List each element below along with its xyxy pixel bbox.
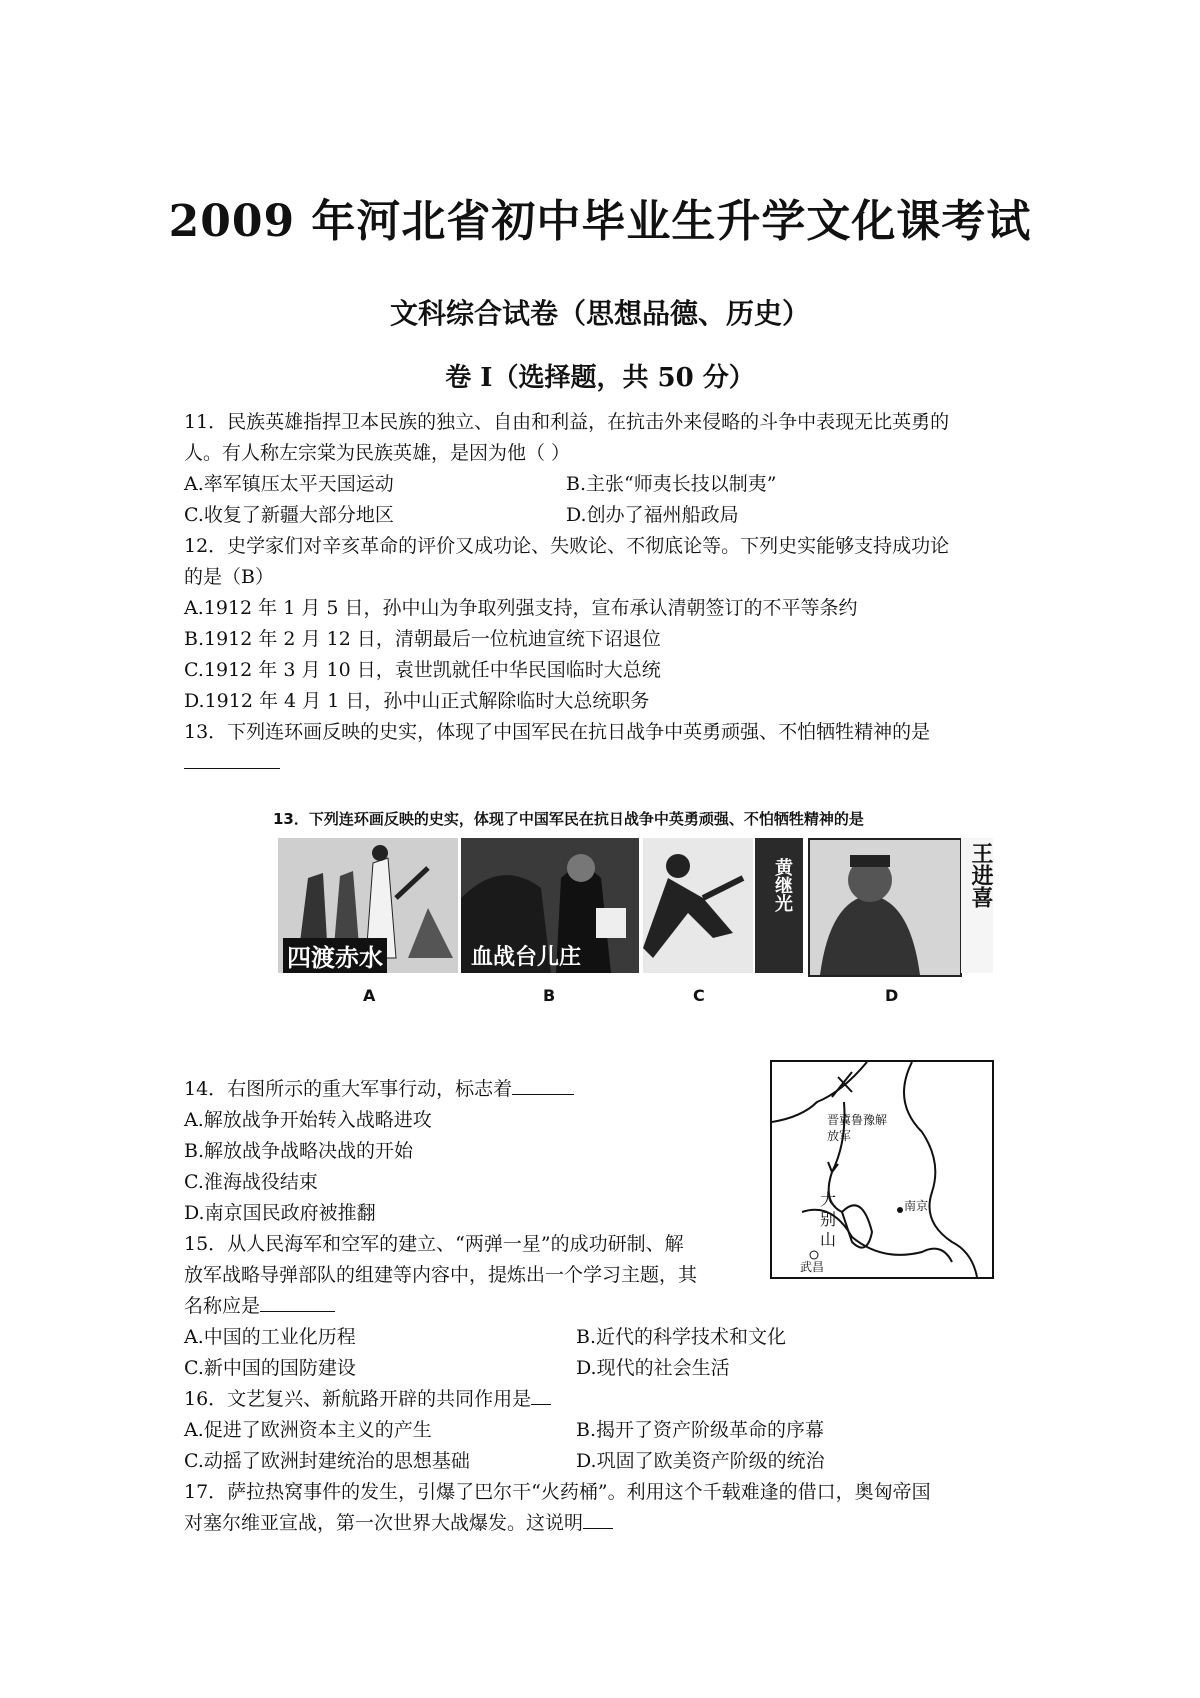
q15-stem-line-2: 放军战略导弹部队的组建等内容中，提炼出一个学习主题，其 [184,1264,698,1286]
comic-label-b: B [543,986,556,1005]
comic-label-d: D [885,986,899,1005]
exam-title: 2009 年河北省初中毕业生升学文化课考试 [168,196,1032,247]
q14-option-d: D.南京国民政府被推翻 [184,1202,376,1224]
comic-label-c: C [693,986,705,1005]
q12-option-c: C.1912 年 3 月 10 日，袁世凯就任中华民国临时大总统 [184,659,661,681]
comic-panel-a-caption: 四渡赤水 [283,938,387,973]
section-heading: 卷 I（选择题，共 50 分） [445,363,755,393]
q16-stem-text: 16．文艺复兴、新航路开辟的共同作用是 [184,1388,532,1410]
comic-panel-b-caption: 血战台儿庄 [471,945,582,970]
q14-option-c: C.淮海战役结束 [184,1171,318,1193]
q14-option-b: B.解放战争战略决战的开始 [184,1140,414,1162]
q11-option-a: A.率军镇压太平天国运动 [184,473,394,495]
q16-option-b: B.揭开了资产阶级革命的序幕 [576,1419,825,1441]
q17-stem-line-1: 17．萨拉热窝事件的发生，引爆了巴尔干“火药桶”。利用这个千载难逢的借口，奥匈帝国 [184,1481,931,1503]
q11-option-c: C.收复了新疆大部分地区 [184,504,394,526]
q13-stem: 13．下列连环画反映的史实，体现了中国军民在抗日战争中英勇顽强、不怕牺牲精神的是 [184,721,931,743]
comic-panel-d-caption: 王进喜 [968,842,993,908]
q11-option-b: B.主张“师夷长技以制夷” [566,473,777,495]
map-label-nanjing: 南京 [904,1199,929,1213]
comic-panel-c-caption-box [755,838,803,973]
comic-panel-c [643,838,753,973]
comic-strip-image [273,808,993,1018]
q16-stem [184,1384,551,1414]
q15-option-a: A.中国的工业化历程 [184,1326,356,1348]
q11-option-d: D.创办了福州船政局 [566,504,739,526]
comic-panel-b [461,838,639,973]
q11-stem-line-1: 11．民族英雄指捍卫本民族的独立、自由和利益，在抗击外来侵略的斗争中表现无比英勇的 [184,411,950,433]
comic-panel-c-caption: 黄继光 [772,858,793,912]
q17-stem-line-2 [184,1508,613,1538]
q12-option-a: A.1912 年 1 月 5 日，孙中山为争取列强支持，宣布承认清朝签订的不平等条约 [184,597,858,619]
q15-option-d: D.现代的社会生活 [576,1357,730,1379]
q16-option-d: D.巩固了欧美资产阶级的统治 [576,1450,825,1472]
paper-subtitle: 文科综合试卷（思想品德、历史） [389,297,810,330]
q14-option-a: A.解放战争开始转入战略进攻 [184,1109,432,1131]
q15-stem-line-3 [184,1291,335,1321]
map-label-wuchang: 武昌 [800,1260,825,1274]
q16-option-c: C.动摇了欧洲封建统治的思想基础 [184,1450,470,1472]
comic-panel-d-caption-box [961,838,993,973]
q12-option-d: D.1912 年 4 月 1 日，孙中山正式解除临时大总统职务 [184,690,650,712]
comic-label-a: A [363,986,376,1005]
q12-stem-line-1: 12．史学家们对辛亥革命的评价又成功论、失败论、不彻底论等。下列史实能够支持成功论 [184,535,950,557]
q12-stem-line-2: 的是（B） [184,566,274,588]
q11-stem-line-2: 人。有人称左宗棠为民族英雄，是因为他（ ） [184,442,571,464]
q15-option-b: B.近代的科学技术和文化 [576,1326,787,1348]
q15-option-c: C.新中国的国防建设 [184,1357,356,1379]
comic-panel-d [808,838,962,977]
map-label-mountain: 大别山 [820,1190,837,1249]
comic-strip-header: 13．下列连环画反映的史实，体现了中国军民在抗日战争中英勇顽强、不怕牺牲精神的是 [273,810,864,828]
q12-option-b: B.1912 年 2 月 12 日，清朝最后一位杭迪宣统下诏退位 [184,628,661,650]
q14-campaign-map [770,1060,994,1279]
map-label-army: 晋冀鲁豫解放军 [827,1113,888,1143]
q13-answer-blank [184,748,280,778]
q16-option-a: A.促进了欧洲资本主义的产生 [184,1419,432,1441]
comic-panel-a [278,838,458,973]
q17-stem-line-2-text: 对塞尔维亚宣战，第一次世界大战爆发。这说明 [184,1512,584,1534]
q15-stem-line-1: 15．从人民海军和空军的建立、“两弹一星”的成功研制、解 [184,1233,684,1255]
q15-stem-line-3-text: 名称应是 [184,1295,261,1317]
q14-stem-text: 14．右图所示的重大军事行动，标志着 [184,1078,513,1100]
q14-stem [184,1074,574,1104]
